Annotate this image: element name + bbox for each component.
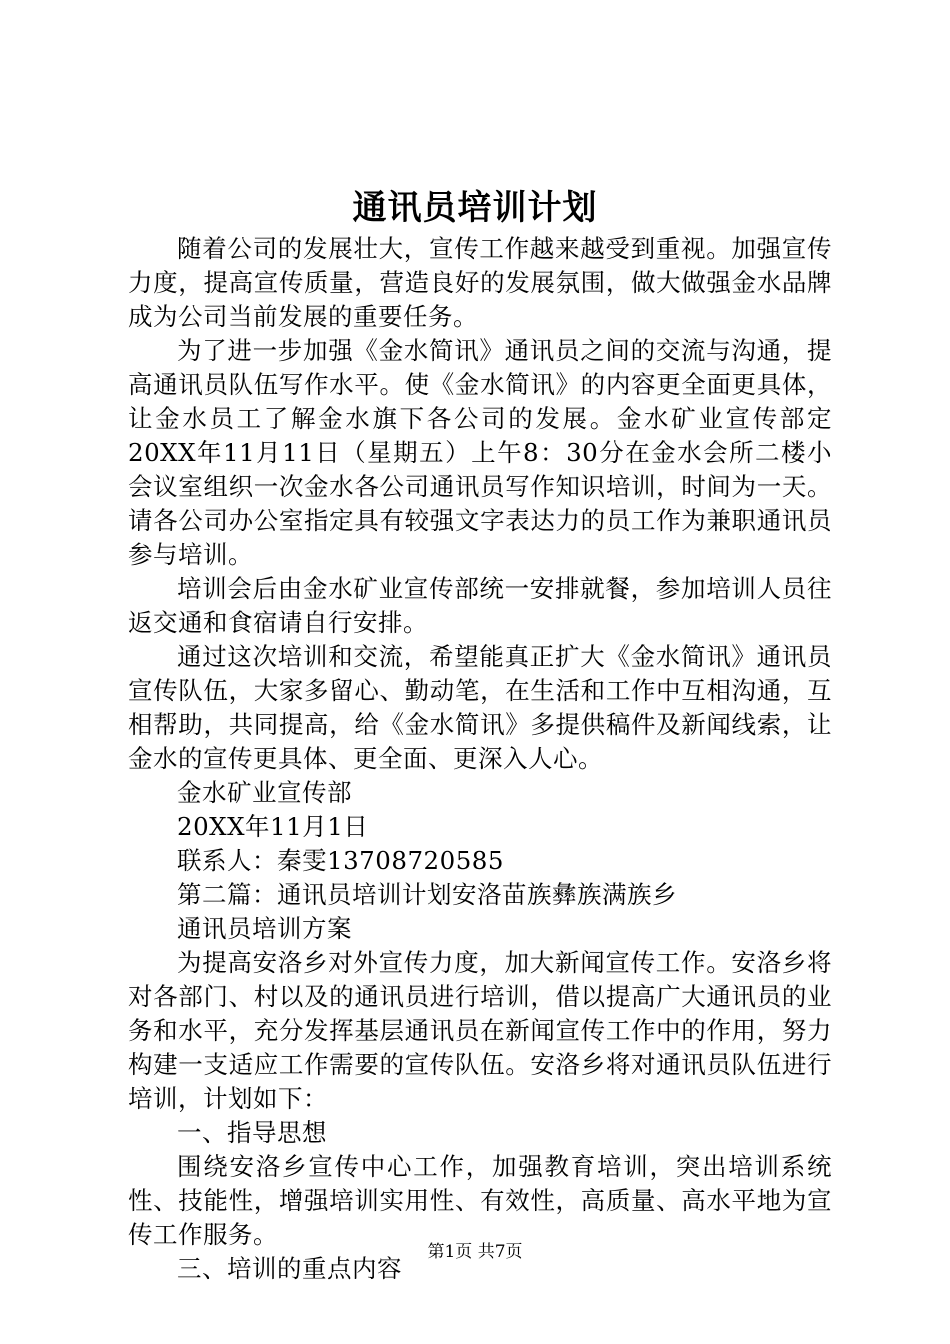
second-article-heading: 第二篇：通讯员培训计划安洛苗族彝族满族乡 xyxy=(177,880,677,909)
section-heading-guiding-thought: 一、指导思想 xyxy=(177,1118,327,1147)
paragraph-training-notice: 为了进一步加强《金水简讯》通讯员之间的交流与沟通，提高通讯员队伍写作水平。使《金水简讯》的内容更全面更具体，让金水员工了解金水旗下各公司的发展。金水矿业宣传部定20XX年11月11日（星期五）上午8：30分在金水会所二楼小会议室组织一次金水各公司通讯员写作知识培训，时间为一天。请各公司办公室指定具有较强文字表达力的员工作为兼职通讯员参与培训。 xyxy=(128,336,832,569)
paragraph-meals: 培训会后由金水矿业宣传部统一安排就餐，参加培训人员往返交通和食宿请自行安排。 xyxy=(128,574,832,637)
paragraph-guiding-thought: 围绕安洛乡宣传中心工作，加强教育培训，突出培训系统性、技能性，增强培训实用性、有效性，高质量、高水平地为宣传工作服务。 xyxy=(128,1152,832,1249)
document-title: 通讯员培训计划 xyxy=(352,188,598,228)
contact-person: 联系人：秦雯13708720585 xyxy=(177,846,504,875)
paragraph-intro: 随着公司的发展壮大，宣传工作越来越受到重视。加强宣传力度，提高宣传质量，营造良好的发展氛围，做大做强金水品牌成为公司当前发展的重要任务。 xyxy=(128,234,832,331)
second-article-subtitle: 通讯员培训方案 xyxy=(177,914,352,943)
signature-department: 金水矿业宣传部 xyxy=(177,778,352,807)
signature-date: 20XX年11月1日 xyxy=(177,812,369,841)
section-heading-key-content: 三、培训的重点内容 xyxy=(177,1254,402,1283)
paragraph-hope: 通过这次培训和交流，希望能真正扩大《金水简讯》通讯员宣传队伍，大家多留心、勤动笔，在生活和工作中互相沟通，互相帮助，共同提高，给《金水简讯》多提供稿件及新闻线索，让金水的宣传更具体、更全面、更深入人心。 xyxy=(128,642,832,773)
page-number-footer: 第1页 共7页 xyxy=(427,1242,523,1262)
document-body xyxy=(128,232,832,1286)
paragraph-second-intro: 为提高安洛乡对外宣传力度，加大新闻宣传工作。安洛乡将对各部门、村以及的通讯员进行培训，借以提高广大通讯员的业务和水平，充分发挥基层通讯员在新闻宣传工作中的作用，努力构建一支适应工作需要的宣传队伍。安洛乡将对通讯员队伍进行培训，计划如下： xyxy=(128,948,832,1113)
